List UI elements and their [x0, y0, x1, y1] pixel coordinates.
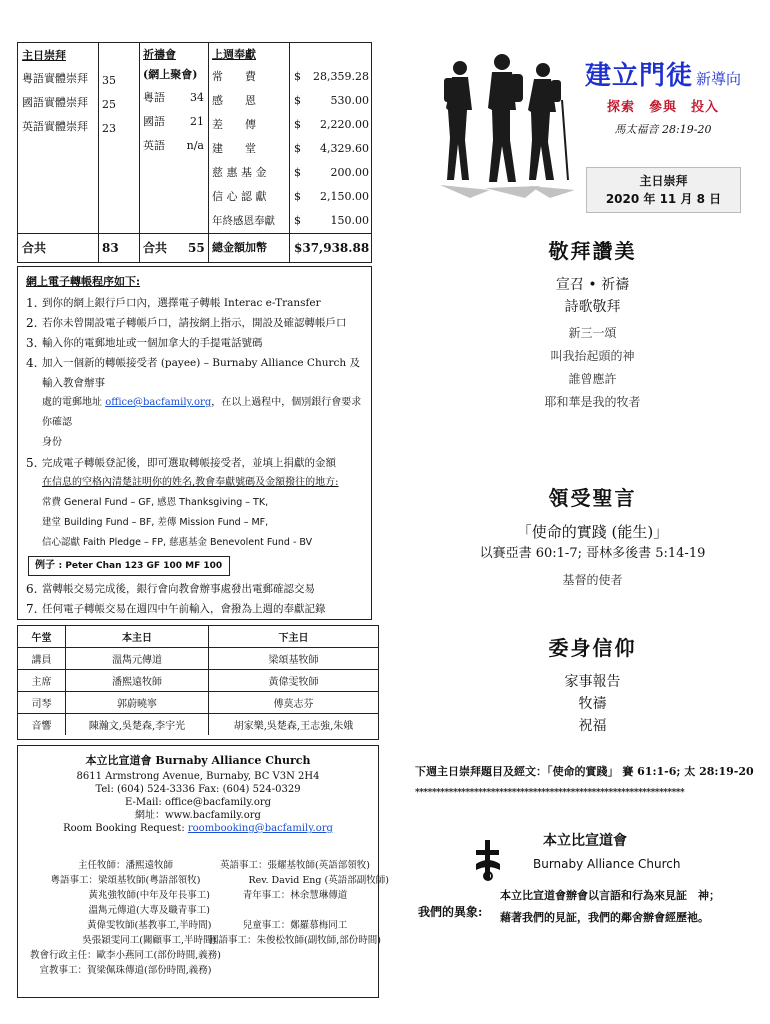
roster-role: 司琴: [18, 692, 66, 714]
prayer-header: 祈禱會: [143, 48, 176, 61]
vision-line: 藉著我們的見証，我們的鄰舍辦會經歷祂。: [500, 911, 709, 924]
fund-name: 慈 惠 基 金: [212, 166, 267, 179]
prayer-count: 34: [190, 90, 204, 104]
cross-alliance-logo-icon: [472, 838, 504, 884]
currency-sign: $: [294, 142, 301, 155]
currency-sign: $: [294, 166, 301, 179]
step-text: 處的電郵地址: [42, 397, 106, 408]
currency-sign: $: [294, 241, 303, 255]
commit-title: 委身信仰: [548, 636, 637, 660]
staff-line: 教會行政主任：歐李小燕同工(部份時間,義務): [30, 950, 221, 961]
roster-this-week: 潘熙遠牧師: [66, 670, 209, 692]
step-item: [26, 333, 363, 353]
roster-next-week: 傅莫志芬: [209, 692, 379, 714]
step-number: 1.: [26, 296, 38, 310]
service-date-box: [586, 167, 741, 213]
roster-next-week: 胡家樂,吳楚森,王志強,朱娥: [209, 714, 379, 736]
worship-section: [440, 235, 745, 414]
hikers-silhouette-icon: [430, 40, 580, 200]
step-item: [26, 313, 363, 333]
step-text: 若你未曾開設電子轉帳戶口，請按網上指示，開設及確認轉帳戶口: [42, 317, 347, 329]
commit-item: 家事報告: [564, 674, 621, 690]
office-email-link[interactable]: office@bacfamily.org: [105, 397, 212, 408]
roster-row: [18, 648, 378, 670]
fund-name: 常 費: [212, 70, 256, 83]
step-item: [26, 599, 363, 619]
service-count: 25: [102, 98, 116, 111]
step-number: 2.: [26, 316, 38, 330]
total-label: 合共: [22, 241, 47, 255]
step-number: 7.: [26, 602, 38, 616]
worship-item: 宣召 • 祈禱: [555, 277, 630, 293]
staff-line: 英語事工：張耀基牧師(英語部領牧): [220, 860, 370, 871]
theme-block: [583, 55, 743, 137]
service-count: 35: [102, 74, 116, 87]
step-number: 6.: [26, 582, 38, 596]
total-amount: 37,938.88: [302, 241, 370, 255]
step-text: 加入一個新的轉帳接受者 (payee) – Burnaby Alliance Church 及輸入教會辦事: [42, 357, 360, 389]
hymn-title: 基督的使者: [562, 573, 623, 587]
vision-line: 本立比宣道會辦會以言語和行為來見証 神；: [500, 889, 720, 902]
song-title: 叫我抬起頭的神: [550, 349, 635, 363]
service-name: 國語實體崇拜: [22, 96, 88, 109]
staff-line: 黃偉雯牧師(基教事工,半時間): [39, 920, 212, 931]
theme-verse: 馬太福音 28:19-20: [614, 123, 712, 136]
worship-item: 詩歌敬拜: [564, 299, 621, 315]
staff-line: 溫雋元傳道(大專及職青事工): [41, 905, 210, 916]
fund-code-line: 常費 General Fund – GF, 感恩 Thanksgiving – TK,: [42, 497, 269, 508]
prayer-count: 21: [190, 114, 204, 128]
staff-list-right: [201, 858, 389, 948]
step-text: 在信息的空格內清楚註明你的姓名,教會奉獻號碼及金額撥往的地方:: [42, 477, 339, 488]
fund-amount: 2,150.00: [320, 190, 369, 203]
next-week-topic: 下週主日崇拜題目及經文：「使命的實踐」 賽 61:1-6; 太 28:19-20: [415, 765, 754, 778]
roster-this-week: 溫雋元傳道: [66, 648, 209, 670]
fund-code-line: 建堂 Building Fund – BF, 差傳 Mission Fund – MF,: [42, 517, 269, 528]
fund-amount: 530.00: [330, 94, 369, 107]
step-number: 4.: [26, 356, 38, 370]
roster-header: 本主日: [66, 626, 209, 648]
contact-box: [17, 745, 389, 998]
prayer-name: 英語: [143, 139, 165, 152]
commit-item: 祝福: [578, 718, 607, 734]
roster-row: [18, 692, 378, 714]
booking-label: Room Booking Request:: [63, 823, 188, 834]
step-item: [26, 353, 363, 393]
example-label: 例子 :: [35, 560, 63, 571]
commit-section: [440, 632, 745, 737]
staff-line: 吳張穎雯同工(關顧事工,半時間): [34, 935, 217, 946]
staff-line: Rev. David Eng (英語部副牧師): [201, 875, 389, 886]
roster-row: [18, 714, 378, 736]
scripture-section: [440, 482, 745, 592]
fund-name: 建 堂: [212, 142, 256, 155]
service-name: 粵語實體崇拜: [22, 72, 88, 85]
prayer-count: n/a: [186, 138, 204, 152]
step-text: 到你的網上銀行戶口內，選擇電子轉帳 Interac e-Transfer: [42, 297, 321, 309]
prayer-name: 粵語: [143, 91, 165, 104]
church-phone: Tel: (604) 524-3336 Fax: (604) 524-0329: [95, 784, 301, 795]
fund-amount: 28,359.28: [313, 70, 369, 83]
offering-table: [17, 42, 372, 263]
service-count: 23: [102, 122, 116, 135]
vision-label: 我們的異象:: [418, 905, 483, 919]
step-text: ，在以上過程中，個別銀行會要求你確認: [42, 397, 362, 428]
fund-amount: 4,329.60: [320, 142, 369, 155]
sermon-title: 「使命的實踐 (能生)」: [516, 523, 669, 541]
fund-amount: 200.00: [330, 166, 369, 179]
prayer-subheader: (網上聚會): [143, 68, 198, 81]
fund-code-line: 信心認獻 Faith Pledge – FP, 慈惠基金 Benevolent Fund - BV: [42, 537, 313, 548]
example-text: Peter Chan 123 GF 100 MF 100: [62, 561, 223, 571]
staff-line: 主任牧師：潘熙遠牧師: [77, 860, 173, 871]
attendance-header: 主日崇拜: [22, 49, 66, 62]
staff-line: 粵語事工：梁頌基牧師(粵語部領牧): [50, 875, 201, 886]
roster-next-week: 梁頌基牧師: [209, 648, 379, 670]
step-item: [26, 579, 363, 599]
theme-title: 建立門徒: [584, 61, 693, 91]
roster-role: 講員: [18, 648, 66, 670]
total-label: 合共: [143, 241, 168, 255]
staff-line: 宣教事工：賀梁佩珠傳道(部份時間,義務): [39, 965, 212, 976]
roster-header-row: [18, 626, 378, 648]
currency-sign: $: [294, 190, 301, 203]
service-title: 主日崇拜: [639, 174, 688, 188]
church-address: 8611 Armstrong Avenue, Burnaby, BC V3N 2H4: [76, 771, 320, 782]
currency-sign: $: [294, 118, 301, 131]
scripture-passage: 以賽亞書 60:1-7; 哥林多後書 5:14-19: [479, 546, 706, 561]
roster-next-week: 黃偉雯牧師: [209, 670, 379, 692]
roster-table: [17, 625, 379, 740]
total-count: 55: [188, 241, 205, 255]
service-date: 2020 年 11 月 8 日: [605, 192, 722, 206]
step-text: 完成電子轉帳登記後，即可選取轉帳接受者，並填上捐獻的金額: [42, 457, 336, 469]
step-number: 3.: [26, 336, 38, 350]
currency-sign: $: [294, 94, 301, 107]
fund-name: 信 心 認 獻: [212, 190, 267, 203]
step-text: 任何電子轉帳交易在週四中午前輸入，會撥為上週的奉獻記錄: [42, 603, 326, 615]
song-title: 新三一頌: [568, 326, 617, 340]
song-title: 誰曾應許: [568, 372, 617, 386]
scripture-title: 領受聖言: [548, 486, 637, 510]
step-text: 當轉帳交易完成後，銀行會向教會辦事處發出電郵確認交易: [42, 583, 315, 595]
funds-header: 上週奉獻: [212, 48, 256, 61]
currency-sign: $: [294, 214, 301, 227]
staff-list-left: [30, 858, 221, 978]
roster-header: 午堂: [18, 626, 66, 648]
staff-line: 國語事工：朱俊松牧師(副牧師,部份時間): [208, 935, 381, 946]
church-name: 本立比宣道會 Burnaby Alliance Church: [85, 754, 311, 767]
etransfer-instructions: [17, 266, 372, 620]
footer-church-name: 本立比宣道會: [543, 833, 627, 849]
service-name: 英語實體崇拜: [22, 120, 88, 133]
song-title: 耶和華是我的牧者: [544, 395, 641, 409]
roster-this-week: 陳瀚文,吳楚森,李宇光: [66, 714, 209, 736]
theme-title-sub: 新導向: [696, 70, 742, 88]
step-item: [26, 453, 363, 473]
total-count: 83: [102, 241, 119, 255]
roster-this-week: 郭蔚曉寧: [66, 692, 209, 714]
total-label: 總金額加幣: [212, 241, 267, 254]
separator-stars: ****************************************************************: [415, 788, 685, 798]
staff-line: 黃兆強牧師(中年及年長事工): [41, 890, 210, 901]
etransfer-title: 網上電子轉帳程序如下:: [26, 275, 141, 288]
prayer-name: 國語: [143, 115, 165, 128]
step-text: 身份: [42, 437, 62, 448]
church-email: E-Mail: office@bacfamily.org: [124, 797, 272, 808]
example-box: [28, 556, 230, 576]
fund-name: 差 傳: [212, 118, 256, 131]
roster-header: 下主日: [278, 633, 309, 644]
currency-sign: $: [294, 70, 301, 83]
commit-item: 牧禱: [578, 696, 607, 712]
staff-line: 青年事工：林余慧琳傳道: [242, 890, 348, 901]
staff-line: 兒童事工：鄭羅慕梅同工: [242, 920, 348, 931]
church-website: 網址：www.bacfamily.org: [135, 810, 261, 821]
booking-email-link[interactable]: roombooking@bacfamily.org: [187, 823, 333, 834]
footer-church-name-en: Burnaby Alliance Church: [533, 857, 681, 871]
worship-title: 敬拜讚美: [548, 239, 637, 263]
fund-name: 年終感恩奉獻: [212, 215, 275, 227]
fund-amount: 2,220.00: [320, 118, 369, 131]
step-number: 5.: [26, 456, 38, 470]
step-text: 輸入你的電郵地址或一個加拿大的手提電話號碼: [42, 337, 263, 349]
roster-role: 音響: [18, 714, 66, 736]
fund-amount: 150.00: [330, 214, 369, 227]
roster-role: 主席: [18, 670, 66, 692]
theme-subtitle: 探索 參與 投入: [606, 100, 719, 115]
fund-name: 感 恩: [212, 94, 256, 107]
staff-line: [201, 903, 389, 918]
step-item: [26, 293, 363, 313]
roster-row: [18, 670, 378, 692]
